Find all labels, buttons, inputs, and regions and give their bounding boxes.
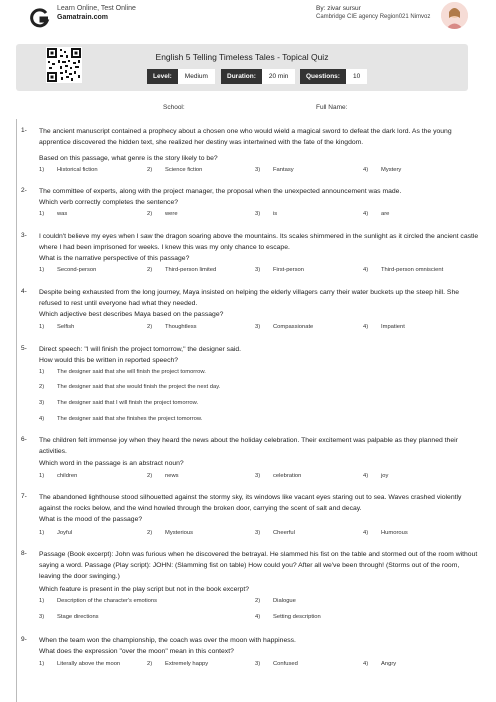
option-1[interactable]: 1) Second-person [39, 267, 97, 273]
question-prompt: Which word in the passage is an abstract noun? [39, 460, 184, 467]
option-2[interactable]: 2) Third-person limited [147, 267, 217, 273]
question-prompt: Based on this passage, what genre is the story likely to be? [39, 155, 218, 162]
option-2[interactable]: 2) Extremely happy [147, 661, 209, 667]
question-number: 4- [21, 288, 27, 295]
option-3[interactable]: 3) First-person [255, 267, 304, 273]
brand-site[interactable]: Gamatrain.com [57, 14, 108, 21]
option-3[interactable]: 3) Fantasy [255, 167, 294, 173]
question-number: 6- [21, 436, 27, 443]
question-number: 1- [21, 127, 27, 134]
question-prompt: What is the narrative perspective of this passage? [39, 255, 190, 262]
option-2[interactable]: 2) news [147, 473, 179, 479]
option-4[interactable]: 4) are [363, 211, 390, 217]
questions-value: 10 [346, 69, 367, 84]
question-passage: When the team won the championship, the coach was over the moon with happiness. [39, 637, 296, 644]
brand-tagline: Learn Online, Test Online [57, 5, 136, 12]
question-number: 2- [21, 187, 27, 194]
option-4[interactable]: 4) The designer said that she finishes the project tomorrow. [39, 416, 203, 422]
question-passage: The ancient manuscript contained a prophecy about a chosen one who would wield a magical sword to defeat the dark lord. As the young apprentice discovered the hidden text, she realized her destiny was intertwined with the fate of the kingdom. [39, 128, 452, 146]
option-3[interactable]: 3) The designer said that I will finish the project tomorrow. [39, 400, 199, 406]
option-3[interactable]: 3) Stage directions [39, 614, 99, 620]
question-prompt: What is the mood of the passage? [39, 516, 143, 523]
option-3[interactable]: 3) celebration [255, 473, 302, 479]
option-3[interactable]: 3) Confused [255, 661, 298, 667]
option-3[interactable]: 3) Compassionate [255, 324, 314, 330]
option-4[interactable]: 4) Angry [363, 661, 397, 667]
level-label: Level: [147, 69, 178, 84]
question-number: 7- [21, 493, 27, 500]
option-4[interactable]: 4) Setting description [255, 614, 321, 620]
option-1[interactable]: 1) Joyful [39, 530, 73, 536]
option-3[interactable]: 3) Cheerful [255, 530, 295, 536]
question-passage: I couldn't believe my eyes when I saw the dragon soaring above the mountains. Its scales shimmered in the sunlight as it circled the ancient castle where I had been imprisoned for weeks. I knew this was my only chance to escape. [39, 233, 479, 251]
option-1[interactable]: 1) was [39, 211, 68, 217]
question-prompt: Which verb correctly completes the sentence? [39, 199, 179, 206]
option-2[interactable]: 2) were [147, 211, 178, 217]
option-1[interactable]: 1) Historical fiction [39, 167, 98, 173]
question-passage: Despite being exhausted from the long journey, Maya insisted on helping the elderly villagers carry their water buckets up the steep hill. She refused to rest until everyone had what they needed. [39, 289, 460, 307]
duration-label: Duration: [221, 69, 262, 84]
avatar-portrait-icon [441, 2, 468, 29]
option-4[interactable]: 4) Third-person omniscient [363, 267, 444, 273]
option-2[interactable]: 2) Thoughtless [147, 324, 197, 330]
option-3[interactable]: 3) is [255, 211, 278, 217]
margin-divider [16, 119, 17, 702]
fullname-field-label: Full Name: [316, 104, 348, 111]
quiz-title: English 5 Telling Timeless Tales - Topical Quiz [155, 52, 329, 62]
option-2[interactable]: 2) Mysterious [147, 530, 194, 536]
option-2[interactable]: 2) Science fiction [147, 167, 203, 173]
duration-pill [221, 69, 295, 84]
option-4[interactable]: 4) Impatient [363, 324, 405, 330]
question-prompt: Which adjective best describes Maya based on the passage? [39, 311, 224, 318]
author-name: By: zivar sursur [316, 5, 361, 12]
option-4[interactable]: 4) joy [363, 473, 389, 479]
author-school: Cambridge CIE agency Region021 Nimvoz [316, 14, 431, 20]
option-1[interactable]: 1) Selfish [39, 324, 75, 330]
option-1[interactable]: 1) The designer said that she will finish the project tomorrow. [39, 369, 206, 375]
option-1[interactable]: 1) children [39, 473, 78, 479]
quiz-header-box [16, 44, 468, 91]
question-number: 9- [21, 636, 27, 643]
questions-label: Questions: [300, 69, 346, 84]
question-passage: The children felt immense joy when they heard the news about the holiday celebration. Their excitement was palpable as they planned their activities. [39, 437, 458, 455]
question-passage: The committee of experts, along with the project manager, the proposal when the unexpected announcement was made. [39, 188, 402, 195]
option-1[interactable]: 1) Description of the character's emotions [39, 598, 158, 604]
question-passage: The abandoned lighthouse stood silhouetted against the stormy sky, its windows like vacant eyes staring out to sea. Waves crashed violently against the rocks below, and the wind howled through the broken door, carrying the scent of salt and decay. [39, 494, 462, 512]
author-avatar [441, 2, 468, 29]
school-field-label: School: [163, 104, 185, 111]
question-passage: Direct speech: "I will finish the project tomorrow," the designer said. [39, 346, 242, 353]
option-4[interactable]: 4) Mystery [363, 167, 402, 173]
question-prompt: Which feature is present in the play script but not in the book excerpt? [39, 586, 250, 593]
question-passage: Passage (Book excerpt): John was furious when he discovered the betrayal. He slammed his fist on the table and stormed out of the room without saying a word. Passage (Play script): JOHN: (Slamming fist on table) How could you? After all we've been through! (Storms out of the room, leaving the door swinging.) [39, 551, 478, 580]
gamatrain-logo-icon [30, 8, 50, 28]
option-2[interactable]: 2) Dialogue [255, 598, 296, 604]
option-4[interactable]: 4) Humorous [363, 530, 408, 536]
question-number: 3- [21, 232, 27, 239]
duration-value: 20 min [262, 69, 296, 84]
question-prompt: How would this be written in reported speech? [39, 357, 179, 364]
option-2[interactable]: 2) The designer said that she would finish the project the next day. [39, 384, 221, 390]
question-prompt: What does the expression "over the moon" mean in this context? [39, 648, 234, 655]
option-1[interactable]: 1) Literally above the moon [39, 661, 121, 667]
question-number: 8- [21, 550, 27, 557]
level-value: Medium [178, 69, 215, 84]
questions-pill [300, 69, 367, 84]
question-number: 5- [21, 345, 27, 352]
level-pill [147, 69, 215, 84]
